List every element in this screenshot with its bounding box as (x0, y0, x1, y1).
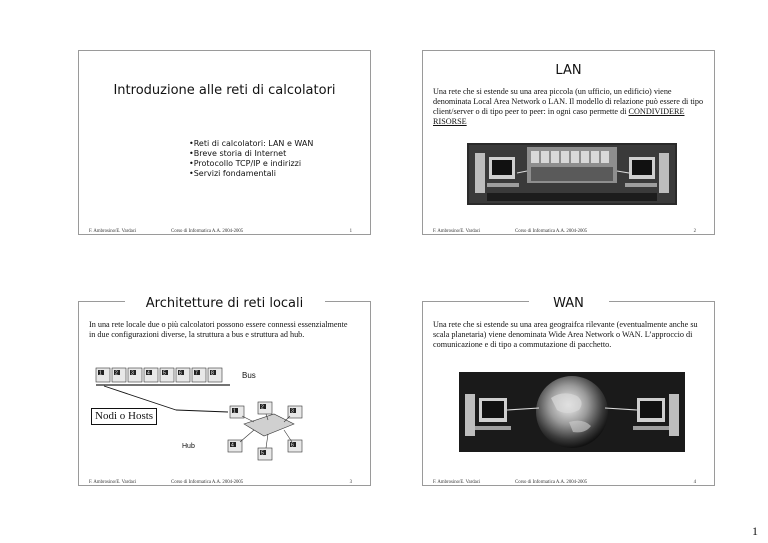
bus-node-number: 2 (115, 370, 118, 377)
slide-title: LAN (555, 63, 582, 78)
bullet-item: •Breve storia di Internet (189, 149, 287, 158)
slide-4 (422, 296, 715, 486)
bus-node-number: 7 (195, 370, 198, 377)
hub-node-number: 2 (261, 404, 264, 411)
page-number: 1 (752, 524, 758, 538)
slide-title: Introduzione alle reti di calcolatori (113, 83, 336, 98)
footer-course: Corso di Informatica A.A. 2004-2005 (515, 480, 588, 485)
hub-diagram (228, 402, 302, 460)
hub-node-number: 4 (231, 442, 234, 449)
hub-label: Hub (182, 443, 195, 450)
bullet-item: •Reti di calcolatori: LAN e WAN (189, 139, 314, 148)
footer-authors: F. Ambrosino/E. Vardaci (433, 229, 481, 234)
hub-node-number: 6 (291, 442, 294, 449)
bullet-list (189, 139, 313, 179)
slide-text: Una rete che si estende su una area geograifca rilevante (eventualmente anche su scala planetaria) viene denominata Wide Area Network o WAN. L’approccio di comunicazione e di tipo a commutazione di pacchetto. (433, 320, 698, 349)
footer-slide-number: 3 (349, 480, 352, 485)
footer-slide-number: 1 (349, 229, 352, 234)
bus-node-number: 8 (211, 370, 214, 377)
footer-slide-number: 2 (693, 229, 696, 234)
footer-authors: F. Ambrosino/E. Vardaci (89, 229, 137, 234)
slide-text: In una rete locale due o più calcolatori possono essere connessi essenzialmente in due configurazioni diverse, la struttura a bus e struttura ad hub. (89, 320, 348, 339)
footer-course: Corso di Informatica A.A. 2004-2005 (171, 229, 244, 234)
footer-authors: F. Ambrosino/E. Vardaci (433, 480, 481, 485)
bus-node-number: 3 (131, 370, 134, 377)
bus-label: Bus (242, 371, 256, 380)
slide-3 (78, 296, 371, 486)
bus-node-number: 4 (147, 370, 150, 377)
lan-text-underlined: CONDIVIDERE RISORSE (433, 107, 685, 126)
slide-1 (78, 50, 371, 235)
footer-course: Corso di Informatica A.A. 2004-2005 (515, 229, 588, 234)
bullet-item: •Servizi fondamentali (189, 169, 276, 178)
slide-2 (422, 50, 715, 235)
footer-authors: F. Ambrosino/E. Vardaci (89, 480, 137, 485)
bus-node-number: 5 (163, 370, 166, 377)
lan-picture (467, 143, 677, 205)
wan-picture (459, 372, 685, 452)
hub-node-number: 1 (233, 408, 236, 415)
hub-device (244, 414, 294, 436)
hub-node-number: 5 (261, 450, 264, 457)
slide-title: WAN (529, 296, 609, 311)
hub-node-number: 3 (291, 408, 294, 415)
bus-node-number: 1 (99, 370, 102, 377)
footer-slide-number: 4 (693, 480, 696, 485)
bus-node-number: 6 (179, 370, 182, 377)
bullet-item: •Protocollo TCP/IP e indirizzi (189, 159, 302, 168)
slide-title: Architetture di reti locali (125, 296, 325, 311)
lan-text: Una rete che si estende su una area piccola (un ufficio, un edificio) viene denominata Local Area Network o LAN. Il modello di relazione può essere di tipo client/server o di tipo peer to peer: in ogni caso permette di (433, 87, 704, 116)
slide-text (433, 87, 705, 127)
nodes-label-box: Nodi o Hosts (91, 408, 157, 425)
footer-course: Corso di Informatica A.A. 2004-2005 (171, 480, 244, 485)
